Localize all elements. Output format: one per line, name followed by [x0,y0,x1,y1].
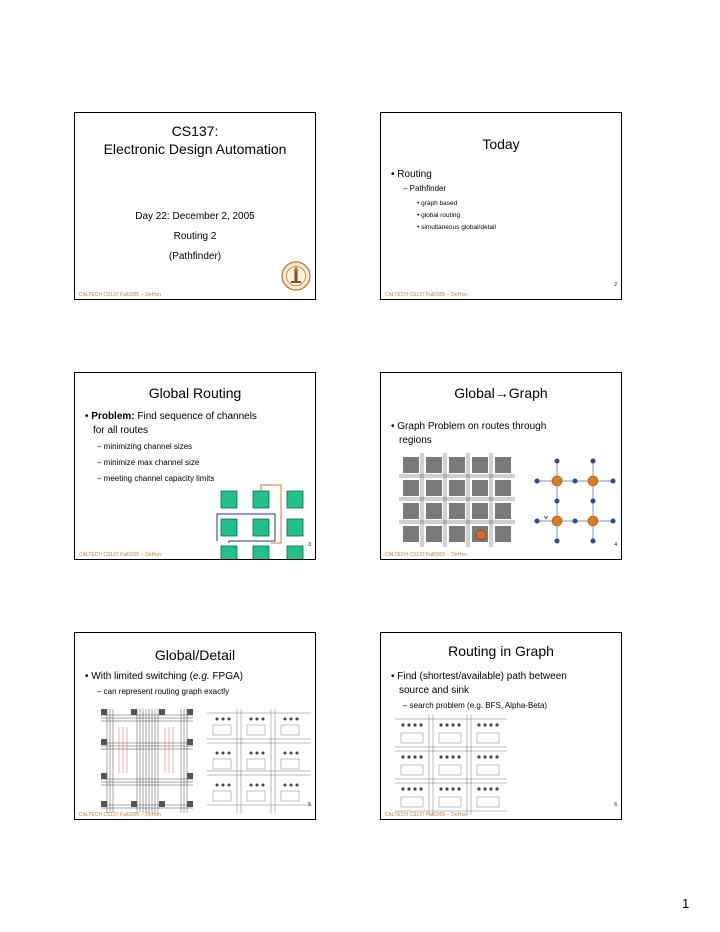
slide-3-bullet-bold: Problem: [91,411,135,422]
slide-3-footer: CALTECH CS137 Fall2005 -- DeHon [79,552,161,558]
slide-2-title: Today [482,136,520,152]
slide-3-title: Global Routing [148,385,242,401]
slide-1-topic: Routing 2 [173,231,217,242]
cell-block [221,546,237,559]
slide-1-footer: CALTECH CS137 Fall2005 -- DeHon [79,292,161,298]
cell-block [287,546,303,559]
slide-1-day: Day 22: December 2, 2005 [135,211,255,222]
routing-search-graph-diagram [395,715,507,815]
slide-4-bullet-line2: regions [399,435,432,446]
slide-6-bullet: • Find (shortest/available) path between [391,671,567,682]
slide-6-sub: – search problem (e.g. BFS, Alpha-Beta) [403,701,548,710]
slide-1 [74,112,316,300]
slide-3-bullet-line2: for all routes [93,425,149,436]
slide-4-bullet-text: Graph Problem on routes through [397,421,547,432]
slide-3-sub-1: – minimizing channel sizes [97,442,193,451]
slide-2-footer: CALTECH CS137 Fall2005 -- DeHon [385,292,467,298]
slide-2-number: 2 [614,282,617,288]
slide-5-bullet: • With limited switching (e.g. FPGA) [85,671,244,682]
slide-4-number: 4 [614,542,617,548]
global-routing-diagram [215,483,311,559]
slide-6-title: Routing in Graph [448,643,554,659]
slide-6-footer: CALTECH CS137 Fall2005 -- DeHon [385,812,467,818]
slide-4-bullet: • Graph Problem on routes through [391,421,547,432]
slide-3-sub-text: meeting channel capacity limits [103,474,215,483]
slide-5-sub-text: can represent routing graph exactly [103,687,230,696]
cell-block [221,519,237,536]
caltech-seal-icon [281,261,311,291]
graph-node [476,530,486,540]
slide-3-bullet-text: Find sequence of channels [134,411,257,422]
slide-1-title-line1: CS137: [171,123,219,139]
slide-6-sub-text: search problem (e.g. BFS, Alpha-Beta) [409,701,548,710]
slide-4-title-b: Graph [508,385,548,401]
cell-block [221,491,237,508]
slide-4-title-a: Global [454,385,495,401]
slide-4-title [381,385,621,401]
slide-5-footer: CALTECH CS137 Fall2005 -- DeHon [79,812,161,818]
slide-3-sub-2: – minimize max channel size [97,458,200,467]
routing-graph-detail-diagram [207,709,311,813]
arrow-right-icon: → [494,385,509,401]
slide-2-bullet: • Routing [391,169,432,180]
fpga-channel-diagram [101,709,193,813]
slide-2-item-text: global routing [421,212,461,219]
page-number: 1 [682,896,690,911]
slide-6-bullet-text: Find (shortest/available) path between [397,671,567,682]
slide-5-bullet-italic: e.g. [192,671,210,682]
slide-6-number: 6 [614,802,617,808]
slide-3-bullet: • Problem: Find sequence of channels [85,411,257,422]
cell-block [253,491,269,508]
slide-2-item-1: • graph based [417,200,458,207]
cell-block [287,491,303,508]
cell-block [253,546,269,559]
slide-2-item-2: • global routing [417,212,461,219]
slide-5-bullet-post: FPGA) [209,671,244,682]
slide-5-sub: – can represent routing graph exactly [97,687,230,696]
slide-5 [74,632,316,820]
slide-3 [74,372,316,560]
slide-5-number: 5 [308,802,311,808]
slide-4 [380,372,622,560]
slide-3-sub-text: minimizing channel sizes [103,442,193,451]
routing-grid-diagram [399,453,517,549]
slide-1-subtitle: (Pathfinder) [168,251,222,262]
slide-5-title: Global/Detail [154,647,236,663]
slide-3-sub-3: – meeting channel capacity limits [97,474,215,483]
slide-2-bullet-text: Routing [397,169,432,180]
slide-3-sub-text: minimize max channel size [103,458,200,467]
routing-graph-diagram [529,457,617,547]
slide-2-sub: – Pathfinder [403,184,447,193]
slide-2-item-3: • simultaneous global/detail [417,224,496,231]
slide-3-number: 3 [308,542,311,548]
slide-1-title-line2: Electronic Design Automation [103,141,287,157]
cell-block [287,519,303,536]
slide-5-bullet-pre: With limited switching ( [91,671,193,682]
slide-2-item-text: graph based [421,200,458,207]
graph-node-label: w [544,515,549,521]
slide-2-item-text: simultaneous global/detail [421,224,496,231]
slide-2-sub-text: Pathfinder [409,184,447,193]
slide-6-bullet-line2: source and sink [399,685,470,696]
cell-block [253,519,269,536]
slide-4-footer: CALTECH CS137 Fall2005 -- DeHon [385,552,467,558]
slide-2 [380,112,622,300]
slide-6 [380,632,622,820]
